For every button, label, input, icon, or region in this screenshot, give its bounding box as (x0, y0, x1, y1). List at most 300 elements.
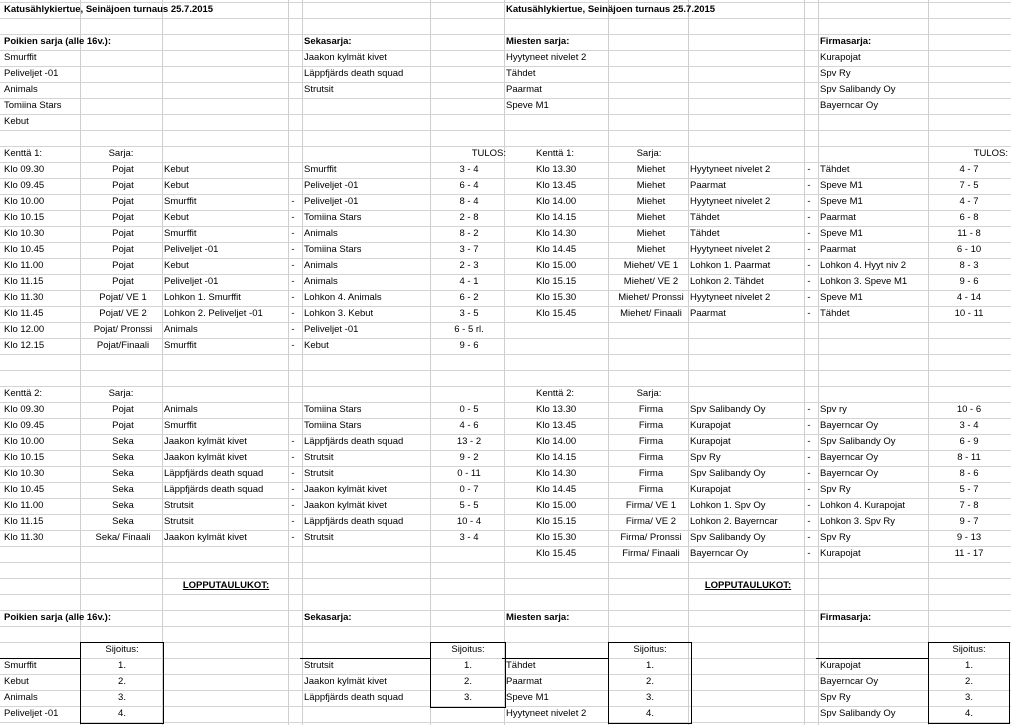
standings-label: Firmasarja: (820, 612, 872, 623)
match-home-team: Spv Salibandy Oy (690, 404, 766, 415)
match-home-team: Animals (164, 404, 198, 415)
match-away-team: Tähdet (820, 164, 850, 175)
match-score: 4 - 1 (459, 276, 479, 287)
match-series: Firma/ Finaali (622, 548, 680, 559)
match-time: Klo 10.30 (4, 468, 45, 479)
match-dash: - (291, 244, 295, 255)
match-time: Klo 11.45 (4, 308, 44, 319)
match-home-team: Hyytyneet nivelet 2 (690, 164, 771, 175)
match-away-team: Lohkon 3. Spv Ry (820, 516, 895, 527)
match-series: Miehet (636, 212, 666, 223)
match-series: Firma (638, 468, 664, 479)
match-home-team: Tähdet (690, 212, 720, 223)
match-home-team: Hyytyneet nivelet 2 (690, 244, 771, 255)
match-dash: - (807, 404, 811, 415)
standings-rank: 2. (965, 676, 973, 687)
standings-team: Jaakon kylmät kivet (304, 676, 387, 687)
match-dash: - (291, 500, 295, 511)
match-series: Pojat (112, 228, 134, 239)
match-away-team: Tomiina Stars (304, 420, 362, 431)
match-score: 10 - 11 (954, 308, 984, 319)
grid-column-line (288, 0, 289, 725)
standings-rank: 1. (464, 660, 472, 671)
match-away-team: Spv Ry (820, 532, 851, 543)
match-away-team: Lohkon 3. Kebut (304, 308, 374, 319)
standings-rank: 2. (464, 676, 472, 687)
match-away-team: Spv ry (820, 404, 847, 415)
series-right-men-team: Speve M1 (506, 100, 549, 111)
match-away-team: Spv Ry (820, 484, 851, 495)
match-score: 7 - 8 (959, 500, 979, 511)
match-dash: - (291, 452, 295, 463)
grid-row-line (0, 594, 1011, 595)
match-dash: - (807, 500, 811, 511)
match-series: Firma/ Pronssi (620, 532, 682, 543)
standings-team: Spv Salibandy Oy (820, 708, 896, 719)
standings-team: Tähdet (506, 660, 536, 671)
series-left-boys-team: Tomiina Stars (4, 100, 62, 111)
standings-rank: 3. (646, 692, 654, 703)
match-dash: - (807, 484, 811, 495)
grid-row-line (0, 626, 1011, 627)
match-score: 9 - 13 (956, 532, 982, 543)
match-home-team: Jaakon kylmät kivet (164, 452, 247, 463)
match-dash (288, 402, 298, 418)
match-time: Klo 09.30 (4, 404, 45, 415)
match-home-team: Lohkon 1. Paarmat (690, 260, 771, 271)
match-home-team: Lohkon 2. Peliveljet -01 (164, 308, 263, 319)
match-away-team: Smurffit (304, 164, 337, 175)
match-home-team: Läppfjärds death squad (164, 484, 264, 495)
match-score: 6 - 4 (459, 180, 479, 191)
match-score: 3 - 5 (459, 308, 479, 319)
series-left-mixed-team: Strutsit (304, 84, 334, 95)
match-home-team: Kebut (164, 164, 189, 175)
match-series: Pojat/ VE 1 (99, 292, 147, 303)
series-header: Sarja: (636, 388, 662, 399)
match-time: Klo 11.15 (4, 276, 44, 287)
match-score: 3 - 4 (459, 164, 479, 175)
match-score: 8 - 4 (459, 196, 479, 207)
match-away-team: Bayerncar Oy (820, 468, 879, 479)
match-dash (288, 178, 298, 194)
grid-column-line (818, 0, 819, 725)
match-series: Firma (638, 436, 664, 447)
match-dash: - (291, 308, 295, 319)
match-score: 11 - 17 (954, 548, 984, 559)
match-dash: - (291, 468, 295, 479)
standings-rank-header: Sijoitus: (952, 644, 986, 655)
match-away-team: Tähdet (820, 308, 850, 319)
match-series: Seka (112, 436, 134, 447)
standings-team: Smurffit (4, 660, 37, 671)
match-time: Klo 11.30 (4, 532, 44, 543)
match-series: Miehet (636, 164, 666, 175)
grid-column-line (804, 0, 805, 725)
match-away-team: Bayerncar Oy (820, 420, 879, 431)
match-score: 3 - 4 (459, 532, 479, 543)
match-score: 10 - 4 (456, 516, 482, 527)
standings-rank: 3. (965, 692, 973, 703)
standings-rank: 4. (965, 708, 973, 719)
match-away-team: Animals (304, 228, 338, 239)
match-away-team: Paarmat (820, 244, 856, 255)
match-away-team: Bayerncar Oy (820, 452, 879, 463)
match-time: Klo 13.30 (536, 164, 577, 175)
grid-row-line (0, 370, 1011, 371)
match-score: 13 - 2 (456, 436, 482, 447)
match-dash: - (291, 340, 295, 351)
match-series: Firma/ VE 2 (625, 516, 677, 527)
match-away-team: Lohkon 4. Animals (304, 292, 382, 303)
match-dash: - (807, 452, 811, 463)
series-right-company-team: Spv Ry (820, 68, 851, 79)
match-home-team: Spv Salibandy Oy (690, 468, 766, 479)
grid-row-line (0, 578, 1011, 579)
match-dash (288, 418, 298, 434)
score-header: TULOS: (973, 148, 1008, 159)
standings-team: Animals (4, 692, 38, 703)
match-time: Klo 10.00 (4, 196, 45, 207)
match-away-team: Spv Salibandy Oy (820, 436, 896, 447)
match-dash: - (807, 180, 811, 191)
match-home-team: Jaakon kylmät kivet (164, 532, 247, 543)
match-series: Firma (638, 452, 664, 463)
match-away-team: Tomiina Stars (304, 212, 362, 223)
standings-team: Peliveljet -01 (4, 708, 59, 719)
match-away-team: Speve M1 (820, 228, 863, 239)
match-score: 4 - 7 (959, 164, 979, 175)
match-dash: - (291, 260, 295, 271)
match-series: Seka/ Finaali (95, 532, 151, 543)
match-home-team: Kurapojat (690, 436, 731, 447)
match-series: Seka (112, 452, 134, 463)
match-series: Seka (112, 484, 134, 495)
match-home-team: Paarmat (690, 180, 726, 191)
match-score: 8 - 11 (957, 452, 981, 463)
match-score: 8 - 3 (959, 260, 979, 271)
match-home-team: Kebut (164, 212, 189, 223)
match-score: 0 - 11 (457, 468, 481, 479)
match-away-team: Läppfjärds death squad (304, 516, 404, 527)
match-time: Klo 13.45 (536, 420, 577, 431)
match-away-team: Speve M1 (820, 292, 863, 303)
match-time: Klo 13.45 (536, 180, 577, 191)
match-series: Seka (112, 500, 134, 511)
match-series: Seka (112, 468, 134, 479)
match-time: Klo 14.00 (536, 436, 577, 447)
match-home-team: Spv Ry (690, 452, 721, 463)
match-series: Pojat (112, 260, 134, 271)
standings-team: Kurapojat (820, 660, 861, 671)
standings-team: Spv Ry (820, 692, 851, 703)
match-home-team: Smurffit (164, 228, 197, 239)
match-dash: - (807, 164, 811, 175)
field-header: Kenttä 1: (536, 148, 575, 159)
match-away-team: Paarmat (820, 212, 856, 223)
match-time: Klo 11.30 (4, 292, 44, 303)
match-series: Pojat (112, 196, 134, 207)
standings-label: Poikien sarja (alle 16v.): (4, 612, 112, 623)
match-time: Klo 15.30 (536, 292, 577, 303)
final-tables-heading-right: LOPPUTAULUKOT: (704, 580, 792, 591)
match-series: Firma/ VE 1 (625, 500, 677, 511)
match-time: Klo 14.30 (536, 228, 577, 239)
standings-label: Miesten sarja: (506, 612, 570, 623)
match-away-team: Peliveljet -01 (304, 196, 359, 207)
match-time: Klo 10.30 (4, 228, 45, 239)
match-dash: - (807, 260, 811, 271)
standings-team: Kebut (4, 676, 29, 687)
match-dash: - (807, 532, 811, 543)
match-away-team: Strutsit (304, 532, 334, 543)
field-header: Kenttä 2: (4, 388, 43, 399)
series-right-company-label: Firmasarja: (820, 36, 872, 47)
series-right-men-team: Paarmat (506, 84, 542, 95)
standings-team: Speve M1 (506, 692, 549, 703)
match-away-team: Lohkon 4. Kurapojat (820, 500, 906, 511)
series-left-boys-team: Animals (4, 84, 38, 95)
match-time: Klo 12.00 (4, 324, 45, 335)
match-score: 9 - 6 (459, 340, 479, 351)
match-dash: - (291, 212, 295, 223)
final-tables-heading-left: LOPPUTAULUKOT: (182, 580, 270, 591)
match-series: Firma (638, 404, 664, 415)
series-left-boys-team: Smurffit (4, 52, 37, 63)
match-series: Miehet/ Pronssi (618, 292, 684, 303)
match-time: Klo 11.15 (4, 516, 44, 527)
standings-rank: 2. (646, 676, 654, 687)
grid-row-line (0, 354, 1011, 355)
match-score: 6 - 8 (959, 212, 979, 223)
match-away-team: Läppfjärds death squad (304, 436, 404, 447)
match-away-team: Strutsit (304, 468, 334, 479)
match-time: Klo 14.15 (536, 452, 577, 463)
match-home-team: Kurapojat (690, 420, 731, 431)
match-time: Klo 15.45 (536, 308, 577, 319)
match-away-team: Strutsit (304, 452, 334, 463)
series-left-boys-label: Poikien sarja (alle 16v.): (4, 36, 112, 47)
match-score: 2 - 8 (459, 212, 479, 223)
match-time: Klo 14.45 (536, 484, 577, 495)
match-away-team: Lohkon 4. Hyyt niv 2 (820, 260, 907, 271)
match-score: 8 - 6 (959, 468, 979, 479)
match-dash: - (291, 292, 295, 303)
series-right-company-team: Spv Salibandy Oy (820, 84, 896, 95)
match-away-team: Kebut (304, 340, 329, 351)
match-home-team: Spv Salibandy Oy (690, 532, 766, 543)
match-away-team: Jaakon kylmät kivet (304, 484, 387, 495)
standings-label: Sekasarja: (304, 612, 352, 623)
page-title-right: Katusählykiertue, Seinäjoen turnaus 25.7.2015 (506, 4, 716, 15)
match-time: Klo 10.15 (4, 452, 45, 463)
match-score: 6 - 10 (956, 244, 982, 255)
match-dash: - (807, 292, 811, 303)
standings-team: Paarmat (506, 676, 542, 687)
match-time: Klo 11.00 (4, 260, 44, 271)
match-score: 4 - 14 (956, 292, 982, 303)
series-right-men-team: Hyytyneet nivelet 2 (506, 52, 587, 63)
standings-team: Hyytyneet nivelet 2 (506, 708, 587, 719)
match-dash: - (807, 468, 811, 479)
match-series: Miehet (636, 180, 666, 191)
match-series: Pojat (112, 420, 134, 431)
match-series: Miehet/ VE 1 (623, 260, 679, 271)
match-home-team: Strutsit (164, 500, 194, 511)
match-dash: - (291, 276, 295, 287)
match-home-team: Jaakon kylmät kivet (164, 436, 247, 447)
match-time: Klo 12.15 (4, 340, 45, 351)
series-left-boys-team: Kebut (4, 116, 29, 127)
standings-team: Strutsit (304, 660, 334, 671)
match-score: 5 - 5 (459, 500, 479, 511)
match-score: 8 - 2 (459, 228, 479, 239)
match-away-team: Peliveljet -01 (304, 180, 359, 191)
match-time: Klo 15.00 (536, 260, 577, 271)
match-home-team: Lohkon 1. Smurffit (164, 292, 241, 303)
match-dash: - (807, 276, 811, 287)
standings-rank: 1. (118, 660, 126, 671)
standings-team: Bayerncar Oy (820, 676, 879, 687)
match-score: 4 - 7 (959, 196, 979, 207)
series-left-mixed-team: Jaakon kylmät kivet (304, 52, 387, 63)
match-dash: - (291, 324, 295, 335)
match-dash: - (807, 308, 811, 319)
match-score: 0 - 7 (459, 484, 479, 495)
match-series: Pojat (112, 180, 134, 191)
standings-rank: 4. (118, 708, 126, 719)
match-home-team: Peliveljet -01 (164, 244, 219, 255)
match-score: 6 - 5 rl. (454, 324, 484, 335)
match-away-team: Speve M1 (820, 180, 863, 191)
match-home-team: Peliveljet -01 (164, 276, 219, 287)
match-home-team: Strutsit (164, 516, 194, 527)
grid-column-line (302, 0, 303, 725)
match-series: Miehet/ VE 2 (623, 276, 679, 287)
match-away-team: Jaakon kylmät kivet (304, 500, 387, 511)
match-away-team: Animals (304, 260, 338, 271)
match-series: Pojat/ VE 2 (99, 308, 147, 319)
match-time: Klo 14.45 (536, 244, 577, 255)
match-time: Klo 15.30 (536, 532, 577, 543)
grid-row-line (0, 130, 1011, 131)
match-home-team: Hyytyneet nivelet 2 (690, 292, 771, 303)
match-home-team: Animals (164, 324, 198, 335)
match-home-team: Bayerncar Oy (690, 548, 749, 559)
match-score: 9 - 7 (959, 516, 979, 527)
standings-team: Läppfjärds death squad (304, 692, 404, 703)
match-score: 0 - 5 (459, 404, 479, 415)
match-home-team: Hyytyneet nivelet 2 (690, 196, 771, 207)
match-home-team: Smurffit (164, 340, 197, 351)
series-left-mixed-label: Sekasarja: (304, 36, 352, 47)
match-time: Klo 10.15 (4, 212, 45, 223)
match-home-team: Lohkon 2. Tähdet (690, 276, 764, 287)
match-score: 3 - 4 (959, 420, 979, 431)
field-header: Kenttä 1: (4, 148, 43, 159)
match-away-team: Tomiina Stars (304, 244, 362, 255)
grid-row-line (0, 562, 1011, 563)
match-score: 11 - 8 (957, 228, 981, 239)
standings-rank: 1. (965, 660, 973, 671)
match-time: Klo 14.15 (536, 212, 577, 223)
series-header: Sarja: (636, 148, 662, 159)
match-series: Pojat (112, 164, 134, 175)
series-left-mixed-team: Läppfjärds death squad (304, 68, 404, 79)
match-away-team: Animals (304, 276, 338, 287)
match-score: 9 - 6 (959, 276, 979, 287)
field-header: Kenttä 2: (536, 388, 575, 399)
match-score: 7 - 5 (959, 180, 979, 191)
standings-rank-header: Sijoitus: (451, 644, 485, 655)
grid-column-line (504, 0, 505, 725)
series-right-men-team: Tähdet (506, 68, 536, 79)
score-header: TULOS: (471, 148, 506, 159)
match-dash: - (807, 420, 811, 431)
match-score: 9 - 2 (459, 452, 479, 463)
match-time: Klo 14.00 (536, 196, 577, 207)
match-time: Klo 09.30 (4, 164, 45, 175)
match-series: Miehet (636, 244, 666, 255)
match-time: Klo 09.45 (4, 180, 45, 191)
match-away-team: Kurapojat (820, 548, 861, 559)
match-home-team: Smurffit (164, 196, 197, 207)
match-home-team: Kebut (164, 260, 189, 271)
match-series: Pojat/Finaali (96, 340, 150, 351)
match-away-team: Tomiina Stars (304, 404, 362, 415)
match-score: 2 - 3 (459, 260, 479, 271)
series-left-boys-team: Peliveljet -01 (4, 68, 59, 79)
match-score: 3 - 7 (459, 244, 479, 255)
match-dash: - (807, 212, 811, 223)
match-time: Klo 15.15 (536, 276, 577, 287)
match-score: 6 - 2 (459, 292, 479, 303)
match-time: Klo 14.30 (536, 468, 577, 479)
match-dash: - (807, 244, 811, 255)
match-time: Klo 10.45 (4, 484, 45, 495)
match-away-team: Speve M1 (820, 196, 863, 207)
match-series: Pojat/ Pronssi (93, 324, 153, 335)
match-dash: - (807, 516, 811, 527)
match-score: 10 - 6 (956, 404, 982, 415)
standings-rank: 4. (646, 708, 654, 719)
match-dash: - (291, 484, 295, 495)
standings-rank: 3. (118, 692, 126, 703)
grid-row-line (0, 18, 1011, 19)
match-time: Klo 11.00 (4, 500, 44, 511)
match-home-team: Paarmat (690, 308, 726, 319)
match-dash: - (807, 436, 811, 447)
match-dash: - (291, 196, 295, 207)
standings-rank: 2. (118, 676, 126, 687)
series-right-company-team: Bayerncar Oy (820, 100, 879, 111)
match-home-team: Läppfjärds death squad (164, 468, 264, 479)
match-home-team: Kebut (164, 180, 189, 191)
match-time: Klo 10.00 (4, 436, 45, 447)
match-series: Miehet/ Finaali (620, 308, 682, 319)
match-away-team: Peliveljet -01 (304, 324, 359, 335)
match-away-team: Lohkon 3. Speve M1 (820, 276, 908, 287)
match-dash: - (807, 548, 811, 559)
match-dash: - (291, 516, 295, 527)
grid-column-line (688, 0, 689, 725)
match-score: 5 - 7 (959, 484, 979, 495)
match-series: Miehet (636, 228, 666, 239)
match-home-team: Lohkon 2. Bayerncar (690, 516, 778, 527)
match-dash: - (291, 228, 295, 239)
standings-rank: 3. (464, 692, 472, 703)
match-time: Klo 13.30 (536, 404, 577, 415)
